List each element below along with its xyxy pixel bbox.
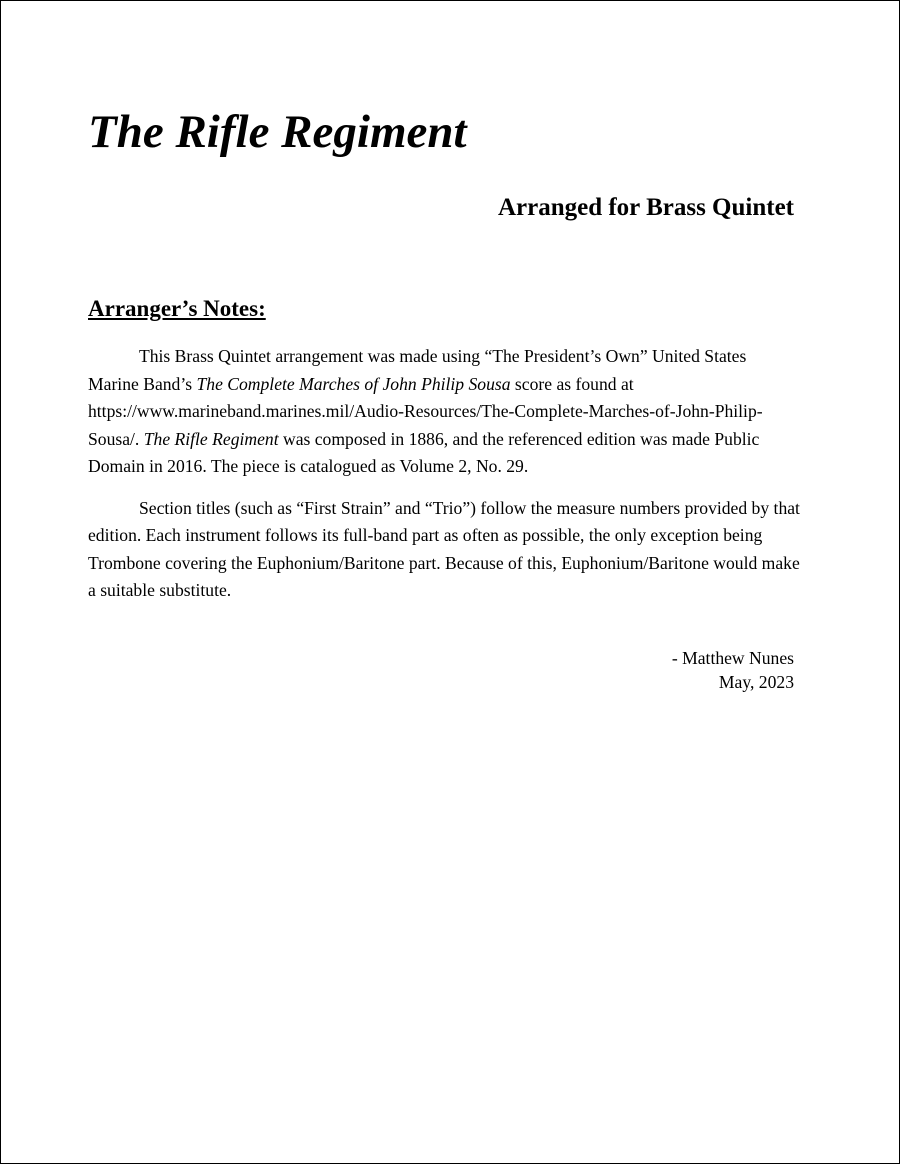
paragraph-1-text-c: was composed in 1886, and the referenced edition was made Public Domain in 2016. The piece is catalogued as Volume 2, No. 29. [88, 428, 760, 476]
notes-paragraph-1 [88, 343, 800, 481]
piece-title: The Rifle Regiment [143, 428, 279, 449]
signature-name: - Matthew Nunes [671, 648, 794, 668]
document-title: The Rifle Regiment [88, 106, 467, 158]
notes-body [88, 343, 800, 619]
paragraph-1-text-a: This Brass Quintet arrangement was made using “The President’s Own” United States Marine Band’s [88, 346, 747, 394]
signature-date: May, 2023 [718, 672, 794, 692]
notes-paragraph-2: Section titles (such as “First Strain” and “Trio”) follow the measure numbers provided by that edition. Each instrument follows its full-band part as often as possible, the only exception being Trombone covering the Euphonium/Baritone part. Because of this, Euphonium/Baritone would make a suitable substitute. [88, 497, 800, 600]
score-title: The Complete Marches of John Philip Sousa [196, 373, 511, 394]
signature-block [672, 646, 794, 694]
document-subtitle: Arranged for Brass Quintet [497, 194, 794, 221]
paragraph-1-text-b: score as found at https://www.marineband.marines.mil/Audio-Resources/The-Complete-Marches-of-John-Philip-Sousa/. [88, 373, 763, 449]
notes-heading: Arranger’s Notes: [88, 296, 266, 321]
